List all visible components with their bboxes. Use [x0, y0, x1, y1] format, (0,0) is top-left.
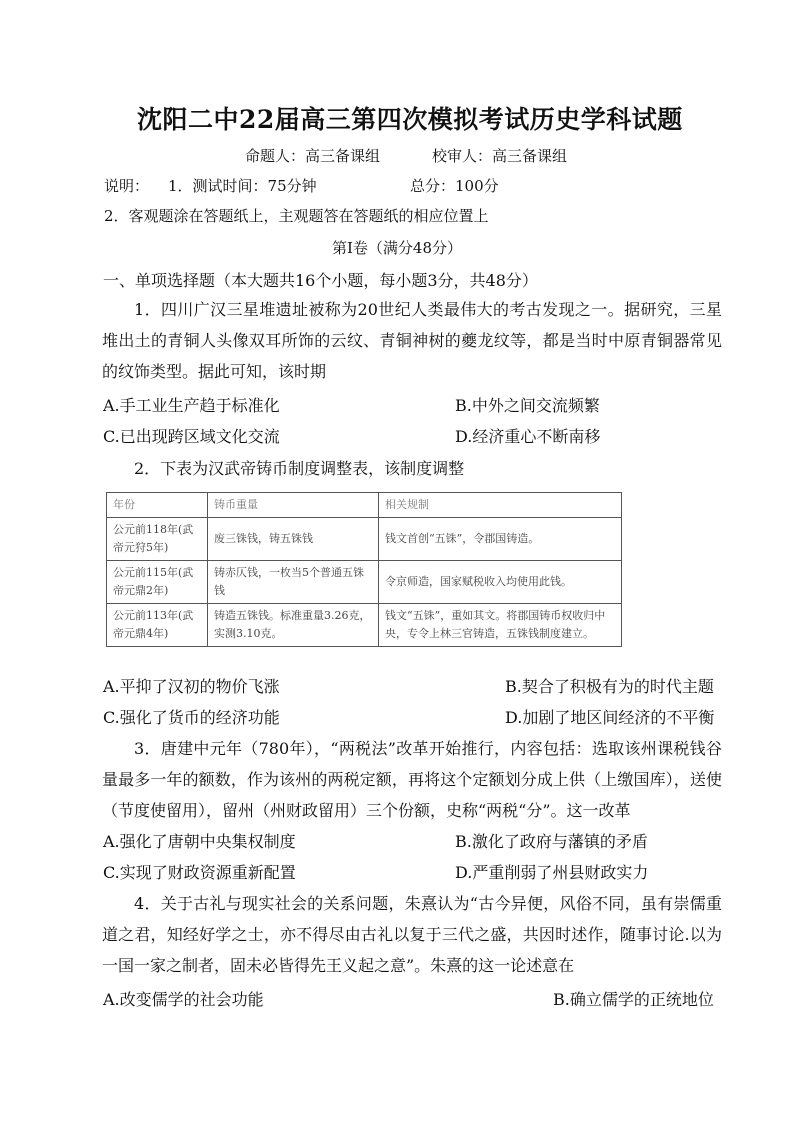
- reviewer: 校审人：高三备课组: [432, 147, 568, 165]
- notes-total: 总分：100分: [410, 177, 499, 195]
- q4-option-a: A.改变儒学的社会功能: [103, 990, 264, 1009]
- q2-option-b: B.契合了积极有为的时代主题: [505, 677, 714, 696]
- question-3-stem: 3．唐建中元年（780年），“两税法”改革开始推行，内容包括：选取该州课税钱谷量最多一年的额数，作为该州的两税定额，再将这个定额划分成上供（上缴国库），送使（节度使留用），留州（州财政留用）三个份额，史称“两税“分”。这一改革: [102, 739, 722, 820]
- q3-option-b: B.激化了政府与藩镇的矛盾: [455, 832, 648, 851]
- table-header: 相关规制: [379, 493, 622, 518]
- table-cell: 公元前118年(武帝元狩5年): [107, 518, 208, 561]
- table-cell: 公元前115年(武帝元鼎2年): [107, 561, 208, 604]
- coinage-table: [106, 492, 622, 647]
- q1-option-b: B.中外之间交流频繁: [455, 396, 600, 415]
- part-heading: 一、单项选择题（本大题共16个小题，每小题3分，共48分）: [103, 271, 538, 290]
- question-2-stem: 2．下表为汉武帝铸币制度调整表，该制度调整: [134, 459, 465, 478]
- question-4-stem: 4．关于古礼与现实社会的关系问题，朱熹认为“古今异便，风俗不同，虽有崇儒重道之君，知经好学之士，亦不得尽由古礼以复于三代之盛，共因时述作，随事讨论.以为一国一家之制者，固未必皆得先王义起之意”。朱熹的这一论述意在: [102, 894, 722, 975]
- q1-option-c: C.已出现跨区域文化交流: [103, 427, 280, 446]
- q1-option-a: A.手工业生产趋于标准化: [103, 396, 280, 415]
- question-1-stem: 1．四川广汉三星堆遗址被称为20世纪人类最伟大的考古发现之一。据研究，三星堆出土的青铜人头像双耳所饰的云纹、青铜神树的夔龙纹等，都是当时中原青铜器常见的纹饰类型。据此可知，该时期: [102, 300, 722, 381]
- q2-option-a: A.平抑了汉初的物价飞涨: [103, 677, 280, 696]
- table-cell: 令京师造，国家赋税收入均使用此钱。: [379, 561, 622, 604]
- table-cell: 铸赤仄钱，一枚当5个普通五铢钱: [208, 561, 379, 604]
- setter: 命题人：高三备课组: [245, 147, 381, 165]
- volume-heading: 第Ⅰ卷（满分48分）: [332, 239, 463, 257]
- page-title: 沈阳二中22届高三第四次模拟考试历史学科试题: [137, 105, 683, 134]
- notes-answer-instructions: 2．客观题涂在答题纸上，主观题答在答题纸的相应位置上: [104, 207, 489, 225]
- q3-option-d: D.严重削弱了州县财政实力: [455, 863, 649, 882]
- notes-time: 1．测试时间：75分钟: [168, 177, 317, 195]
- table-row: [107, 518, 622, 561]
- table-row: [107, 561, 622, 604]
- notes-label: 说明：: [104, 177, 150, 195]
- table-cell: 公元前113年(武帝元鼎4年): [107, 604, 208, 647]
- q3-option-c: C.实现了财政资源重新配置: [103, 863, 296, 882]
- table-header: 铸币重量: [208, 493, 379, 518]
- q3-option-a: A.强化了唐朝中央集权制度: [103, 832, 296, 851]
- q4-option-b: B.确立儒学的正统地位: [553, 990, 714, 1009]
- table-cell: 铸造五铢钱。标准重量3.26克，实测3.10克。: [208, 604, 379, 647]
- table-cell: 钱文首创“五铢”，令郡国铸造。: [379, 518, 622, 561]
- table-header: 年份: [107, 493, 208, 518]
- q1-option-d: D.经济重心不断南移: [455, 427, 601, 446]
- table-cell: 钱文“五铢”，重如其文。将郡国铸币权收归中央，专令上林三官铸造，五铢钱制度建立。: [379, 604, 622, 647]
- q2-option-c: C.强化了货币的经济功能: [103, 708, 280, 727]
- table-cell: 废三铢钱，铸五铢钱: [208, 518, 379, 561]
- table-row: [107, 604, 622, 647]
- q2-option-d: D.加剧了地区间经济的不平衡: [505, 708, 715, 727]
